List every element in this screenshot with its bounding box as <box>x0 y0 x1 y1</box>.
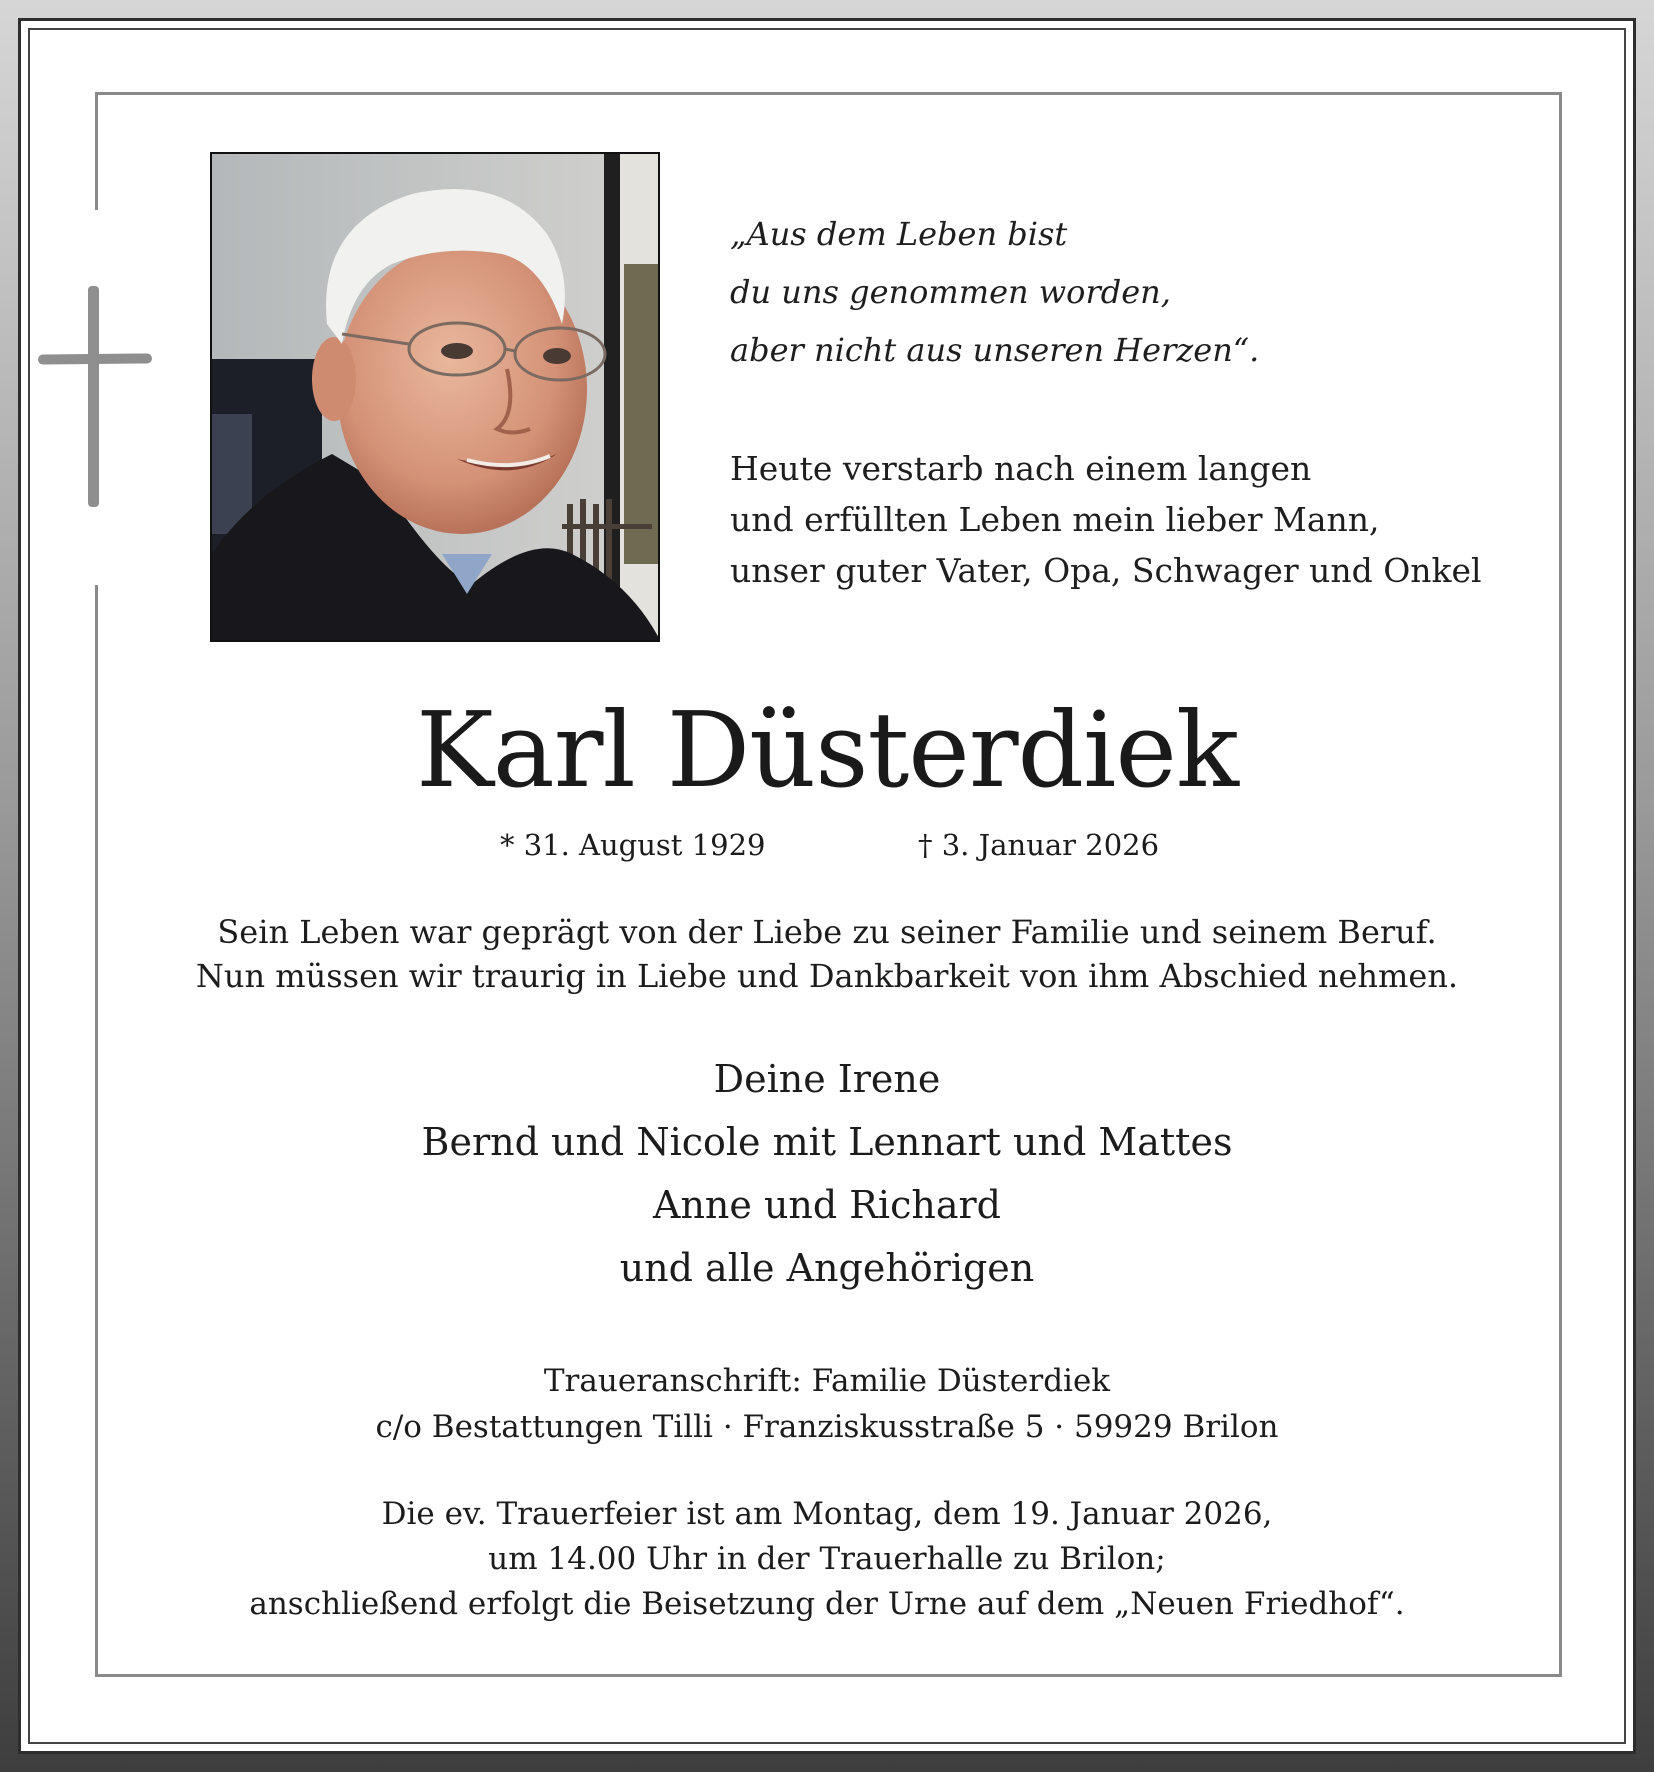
mourning-address <box>0 1358 1654 1450</box>
intro-text <box>730 443 1482 596</box>
mourner-line: Deine Irene <box>713 1057 941 1101</box>
cross-horizontal-bar <box>38 353 152 364</box>
address-line: Traueranschrift: Familie Düsterdiek <box>543 1363 1111 1399</box>
mourner-line: und alle Angehörigen <box>619 1246 1035 1290</box>
cross-icon <box>38 286 154 511</box>
cross-vertical-bar <box>88 286 99 507</box>
service-line: anschließend erfolgt die Beisetzung der Urne auf dem „Neuen Friedhof“. <box>249 1586 1405 1622</box>
portrait-illustration <box>212 154 660 642</box>
mourner-line: Bernd und Nicole mit Lennart und Mattes <box>421 1120 1233 1164</box>
life-line: Nun müssen wir traurig in Liebe und Dankbarkeit von ihm Abschied nehmen. <box>195 957 1459 995</box>
intro-line: und erfüllten Leben mein lieber Mann, <box>730 500 1380 539</box>
quote-text <box>730 205 1259 379</box>
mourner-line: Anne und Richard <box>653 1183 1001 1227</box>
mourners-list <box>0 1048 1654 1300</box>
intro-line: Heute verstarb nach einem langen <box>730 449 1312 488</box>
quote-line: aber nicht aus unseren Herzen“. <box>730 331 1260 369</box>
life-line: Sein Leben war geprägt von der Liebe zu seiner Familie und seinem Beruf. <box>217 913 1437 951</box>
birth-date: * 31. August 1929 <box>500 828 766 862</box>
portrait-photo <box>210 152 660 642</box>
address-line: c/o Bestattungen Tilli · Franziskusstraße 5 · 59929 Brilon <box>375 1409 1279 1445</box>
quote-line: du uns genommen worden, <box>730 273 1171 311</box>
quote-line: „Aus dem Leben bist <box>730 215 1068 253</box>
life-text <box>0 910 1654 998</box>
death-date: † 3. Januar 2026 <box>918 828 1160 862</box>
intro-line: unser guter Vater, Opa, Schwager und Onkel <box>730 551 1482 590</box>
deceased-name: Karl Düsterdiek <box>416 689 1238 811</box>
service-line: Die ev. Trauerfeier ist am Montag, dem 19. Januar 2026, <box>381 1496 1273 1532</box>
funeral-service-info <box>0 1492 1654 1627</box>
service-line: um 14.00 Uhr in der Trauerhalle zu Brilon; <box>488 1541 1166 1577</box>
